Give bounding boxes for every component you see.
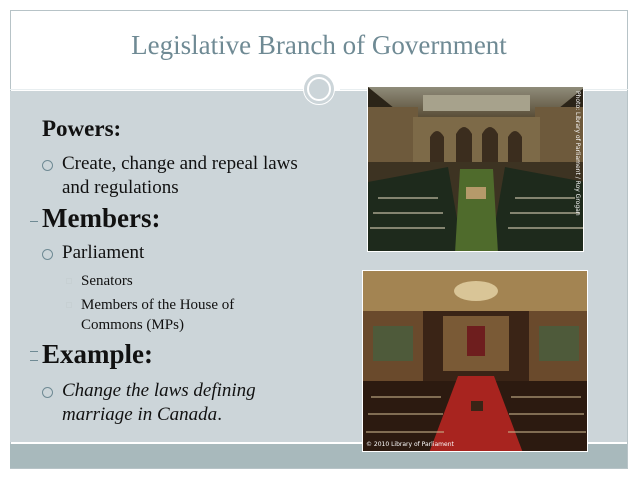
heading-marker-icon: [30, 221, 38, 222]
senate-photo: [362, 270, 588, 452]
mps-item: [66, 295, 296, 335]
powers-bullet: [42, 152, 317, 200]
mps-text: Members of the House of Commons (MPs): [81, 297, 235, 333]
slide-title: Legislative Branch of Government: [131, 30, 507, 60]
example-italic: Change the laws defining marriage in Canada: [62, 380, 256, 425]
circle-bullet-icon: [42, 387, 53, 398]
circle-bullet-icon: [42, 249, 53, 260]
heading-marker-icon: [30, 360, 38, 361]
circle-ornament-icon: [303, 73, 335, 105]
square-bullet-icon: [66, 302, 72, 308]
senators-text: Senators: [81, 273, 133, 289]
senate-image: [363, 271, 588, 452]
example-period: .: [217, 404, 222, 425]
senators-item: [66, 271, 286, 291]
house-of-commons-image: [368, 87, 584, 252]
example-bullet: [42, 379, 322, 427]
members-heading: Members:: [42, 203, 161, 233]
square-bullet-icon: [66, 278, 72, 284]
parliament-bullet-text: Parliament: [62, 242, 145, 263]
title-rule-left: [10, 89, 306, 90]
parliament-bullet: [42, 241, 302, 265]
powers-bullet-text: Create, change and repeal laws and regulations: [62, 153, 298, 198]
heading-marker-icon: [30, 351, 38, 352]
example-bullet-text: [62, 379, 322, 427]
circle-bullet-icon: [42, 160, 53, 171]
house-of-commons-photo: [367, 86, 584, 252]
example-heading: Example:: [42, 339, 153, 369]
powers-heading: Powers:: [42, 116, 122, 141]
top-photo-credit: Photo: Library of Parliament / Roy Grogan: [574, 91, 581, 216]
bottom-photo-credit: © 2010 Library of Parliament: [366, 441, 454, 448]
circle-ornament-inner: [307, 77, 331, 101]
